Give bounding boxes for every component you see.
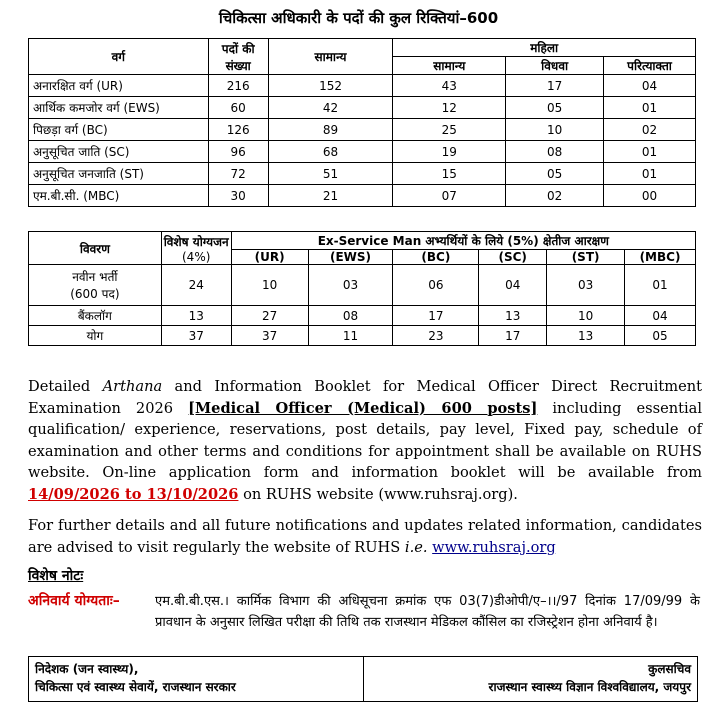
cell-value: 27 (231, 306, 308, 326)
cell-widow: 08 (506, 141, 604, 163)
cell-wg: 12 (393, 97, 506, 119)
table-row (29, 163, 696, 185)
cell-general: 68 (268, 141, 393, 163)
requirement-text: एम.बी.बी.एस.। कार्मिक विभाग की अधिसूचना क्रमांक एफ 03(7)डीओपी/ए–।।/97 दिनांक 17/09/99 के प्रावधान के अनुसार लिखित परीक्षा की तिथि तक राजस्थान मेडिकल कौंसिल का रजिस्ट्रेशन होना अनिवार्य है। (155, 594, 700, 630)
cell-wg: 43 (393, 75, 506, 97)
cell-widow: 05 (506, 97, 604, 119)
cell-cat: अनुसूचित जाति (SC) (29, 141, 209, 163)
table-row (29, 75, 696, 97)
header-col: (UR) (231, 250, 308, 265)
cell-div: 04 (604, 75, 696, 97)
cell-special: 37 (161, 326, 231, 346)
cell-value: 17 (393, 306, 479, 326)
header-special-label: विशेष योग्यजन (163, 234, 229, 249)
cell-value: 17 (479, 326, 547, 346)
cell-cat: पिछड़ा वर्ग (BC) (29, 119, 209, 141)
details-paragraph (28, 515, 702, 558)
cell-general: 21 (268, 185, 393, 207)
header-col: (SC) (479, 250, 547, 265)
cell-desc-line1: योग (86, 329, 104, 343)
signature-left-line1: निदेशक (जन स्वास्थ्य), (35, 662, 139, 676)
cell-wg: 15 (393, 163, 506, 185)
cell-posts: 30 (208, 185, 268, 207)
esm-table (28, 231, 696, 346)
cell-div: 01 (604, 97, 696, 119)
requirement-label: अनिवार्य योग्यताः– (28, 593, 120, 609)
header-widow: विधवा (506, 57, 604, 75)
header-special-pct: (4%) (182, 249, 211, 264)
cell-value: 10 (231, 265, 308, 306)
cell-value: 05 (625, 326, 696, 346)
table-row (29, 306, 696, 326)
cell-div: 01 (604, 141, 696, 163)
cell-desc-line2: (600 पद) (70, 287, 120, 301)
header-esm: Ex-Service Man अभ्यर्थियों के लिये (5%) क्षेतीज आरक्षण (231, 232, 695, 250)
cell-cat: अनारक्षित वर्ग (UR) (29, 75, 209, 97)
para2-a: For further details and all future notifications and updates related information, candidates are advised to visit regularly the website of RUHS (28, 517, 702, 556)
cell-value: 11 (308, 326, 393, 346)
para1-c: and Information Booklet for Medical Officer Direct Recruitment Examination 2026 (28, 378, 702, 417)
signature-right-line1: कुलसचिव (648, 662, 691, 676)
signature-right (364, 657, 698, 701)
cell-div: 01 (604, 163, 696, 185)
cell-widow: 02 (506, 185, 604, 207)
cell-posts: 72 (208, 163, 268, 185)
cell-widow: 10 (506, 119, 604, 141)
cell-desc (29, 326, 162, 346)
para1-e: including essential qualification/ experience, reservations, post details, pay level, Fixed pay, schedule of examination and other terms and conditions for appointment shall be available on RUHS website. On-line application form and information booklet will be available from (28, 399, 703, 481)
table-row (29, 119, 696, 141)
cell-value: 37 (231, 326, 308, 346)
cell-value: 08 (308, 306, 393, 326)
header-desc: विवरण (29, 232, 162, 265)
cell-value: 06 (393, 265, 479, 306)
header-women: महिला (393, 39, 696, 57)
cell-value: 23 (393, 326, 479, 346)
cell-special: 24 (161, 265, 231, 306)
para1-a: Detailed (28, 378, 103, 395)
note-heading: विशेष नोटः (28, 568, 84, 584)
cell-general: 51 (268, 163, 393, 185)
cell-div: 00 (604, 185, 696, 207)
cell-value: 04 (479, 265, 547, 306)
cell-posts: 216 (208, 75, 268, 97)
header-col: (BC) (393, 250, 479, 265)
cell-cat: आर्थिक कमजोर वर्ग (EWS) (29, 97, 209, 119)
signature-right-line2: राजस्थान स्वास्थ्य विज्ञान विश्वविद्यालय, जयपुर (488, 680, 691, 694)
cell-desc-line1: बैंकलॉग (77, 309, 112, 323)
cell-div: 02 (604, 119, 696, 141)
posts-highlight: [Medical Officer (Medical) 600 posts] (188, 399, 538, 417)
cell-value: 10 (547, 306, 625, 326)
table-row (29, 265, 696, 306)
header-col: (EWS) (308, 250, 393, 265)
cell-special: 13 (161, 306, 231, 326)
header-women-general: सामान्य (393, 57, 506, 75)
cell-value: 03 (547, 265, 625, 306)
cell-posts: 60 (208, 97, 268, 119)
cell-desc-line1: नवीन भर्ती (72, 270, 118, 284)
header-col: (ST) (547, 250, 625, 265)
cell-desc (29, 265, 162, 306)
cell-value: 01 (625, 265, 696, 306)
cell-value: 13 (479, 306, 547, 326)
info-paragraph (28, 376, 702, 505)
header-divorcee: परित्याक्ता (604, 57, 696, 75)
cell-widow: 05 (506, 163, 604, 185)
cell-posts: 126 (208, 119, 268, 141)
cell-cat: अनुसूचित जनजाति (ST) (29, 163, 209, 185)
header-posts: पदों की संख्या (208, 39, 268, 75)
table-row (29, 141, 696, 163)
signature-left-line2: चिकित्सा एवं स्वास्थ्य सेवायें, राजस्थान सरकार (35, 680, 236, 694)
table-row (29, 97, 696, 119)
table-row (29, 326, 696, 346)
table-row (29, 185, 696, 207)
cell-wg: 07 (393, 185, 506, 207)
cell-cat: एम.बी.सी. (MBC) (29, 185, 209, 207)
signature-left (29, 657, 364, 701)
website-link[interactable]: www.ruhsraj.org (432, 538, 556, 556)
date-range: 14/09/2026 to 13/10/2026 (28, 485, 239, 503)
cell-value: 13 (547, 326, 625, 346)
cell-value: 03 (308, 265, 393, 306)
header-category: वर्ग (29, 39, 209, 75)
cell-general: 42 (268, 97, 393, 119)
page-title: चिकित्सा अधिकारी के पदों की कुल रिक्तियां–600 (218, 9, 499, 27)
cell-wg: 19 (393, 141, 506, 163)
para1-g: on RUHS website (www.ruhsraj.org). (238, 485, 518, 503)
cell-general: 152 (268, 75, 393, 97)
cell-general: 89 (268, 119, 393, 141)
para1-arthana: Arthana (102, 378, 163, 395)
header-special (161, 232, 231, 265)
cell-desc (29, 306, 162, 326)
header-col: (MBC) (625, 250, 696, 265)
para2-ie: i.e. (404, 538, 428, 556)
signature-box (28, 656, 698, 702)
cell-value: 04 (625, 306, 696, 326)
cell-posts: 96 (208, 141, 268, 163)
vacancy-table (28, 38, 696, 207)
cell-widow: 17 (506, 75, 604, 97)
cell-wg: 25 (393, 119, 506, 141)
header-general: सामान्य (268, 39, 393, 75)
